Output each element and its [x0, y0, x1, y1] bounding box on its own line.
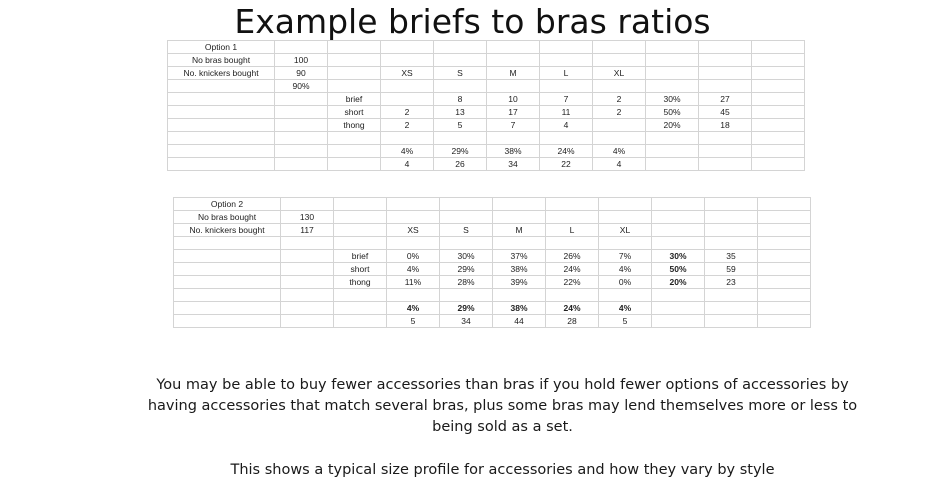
table-cell	[168, 158, 275, 171]
table-cell: 130	[281, 211, 334, 224]
table-cell: 44	[493, 315, 546, 328]
table-cell	[493, 289, 546, 302]
table-cell	[593, 119, 646, 132]
table-cell: brief	[334, 250, 387, 263]
table-cell: 59	[705, 263, 758, 276]
table-cell	[174, 276, 281, 289]
table-cell: 24%	[546, 263, 599, 276]
table-row	[174, 250, 811, 263]
summary-paragraph: This shows a typical size profile for accessories and how they vary by style	[230, 462, 775, 478]
table-row	[174, 263, 811, 276]
table-cell	[174, 263, 281, 276]
table-cell	[652, 302, 705, 315]
table-cell: short	[334, 263, 387, 276]
table-cell	[387, 211, 440, 224]
table-cell: No bras bought	[174, 211, 281, 224]
table-cell: 4%	[387, 263, 440, 276]
table-cell	[328, 67, 381, 80]
table-cell	[752, 80, 805, 93]
table-cell	[281, 302, 334, 315]
table-cell: 28%	[440, 276, 493, 289]
table-cell	[699, 132, 752, 145]
option2-table	[173, 197, 811, 328]
table-cell: 29%	[440, 263, 493, 276]
table-cell: 8	[434, 93, 487, 106]
table-cell	[328, 80, 381, 93]
table-cell	[699, 80, 752, 93]
table-row	[168, 145, 805, 158]
table-cell: 4%	[381, 145, 434, 158]
table-cell	[705, 211, 758, 224]
table-cell	[387, 198, 440, 211]
table-cell	[328, 41, 381, 54]
table-cell: 2	[381, 119, 434, 132]
table-cell: 22	[540, 158, 593, 171]
table-cell: 117	[281, 224, 334, 237]
table-cell: XS	[381, 67, 434, 80]
table-cell: 20%	[652, 276, 705, 289]
table-cell	[646, 67, 699, 80]
table-cell	[752, 132, 805, 145]
table-cell: 7%	[599, 250, 652, 263]
table-cell	[440, 289, 493, 302]
table-cell: 30%	[440, 250, 493, 263]
table-cell: 17	[487, 106, 540, 119]
table-cell: 45	[699, 106, 752, 119]
table-cell	[752, 106, 805, 119]
table-cell: 0%	[599, 276, 652, 289]
table-row	[174, 198, 811, 211]
table-cell	[387, 289, 440, 302]
table-cell	[540, 54, 593, 67]
table-cell: 26	[434, 158, 487, 171]
table-cell	[758, 302, 811, 315]
table-cell	[334, 211, 387, 224]
table-cell: No. knickers bought	[174, 224, 281, 237]
table-cell: 5	[434, 119, 487, 132]
table-cell	[593, 80, 646, 93]
table-cell	[752, 145, 805, 158]
table-cell	[440, 237, 493, 250]
table-cell	[758, 250, 811, 263]
table-cell	[646, 80, 699, 93]
table-cell: 18	[699, 119, 752, 132]
table-cell	[646, 145, 699, 158]
table-cell	[599, 289, 652, 302]
table-cell: 90	[275, 67, 328, 80]
table-cell: 38%	[487, 145, 540, 158]
table-cell	[434, 80, 487, 93]
table-cell: S	[440, 224, 493, 237]
table-cell: 29%	[434, 145, 487, 158]
table-cell: M	[487, 67, 540, 80]
table-cell: 5	[599, 315, 652, 328]
table-cell: 100	[275, 54, 328, 67]
table-cell	[281, 289, 334, 302]
table-cell	[599, 198, 652, 211]
table-cell	[493, 211, 546, 224]
table-cell	[275, 41, 328, 54]
table-cell	[275, 158, 328, 171]
table-cell	[334, 302, 387, 315]
table-cell	[646, 158, 699, 171]
table-cell: 26%	[546, 250, 599, 263]
table-cell: 4%	[387, 302, 440, 315]
table-cell	[652, 315, 705, 328]
table-cell	[652, 198, 705, 211]
table-cell	[281, 237, 334, 250]
table-row	[174, 302, 811, 315]
table-cell	[174, 302, 281, 315]
table-cell	[281, 250, 334, 263]
table-row	[174, 289, 811, 302]
table-row	[174, 224, 811, 237]
table-cell	[699, 67, 752, 80]
table-cell	[334, 315, 387, 328]
table-cell: 4	[540, 119, 593, 132]
table-cell: Option 2	[174, 198, 281, 211]
table-cell	[758, 198, 811, 211]
table-row	[174, 211, 811, 224]
table-cell: XL	[599, 224, 652, 237]
table-cell: 4%	[599, 263, 652, 276]
table-cell: 24%	[540, 145, 593, 158]
table-cell: 38%	[493, 302, 546, 315]
table-cell	[168, 106, 275, 119]
table-cell	[381, 41, 434, 54]
table-cell	[334, 289, 387, 302]
table-cell	[752, 119, 805, 132]
table-cell	[752, 67, 805, 80]
table-cell	[652, 224, 705, 237]
table-cell: 11%	[387, 276, 440, 289]
table-cell	[758, 263, 811, 276]
table-cell	[434, 132, 487, 145]
table-cell	[493, 237, 546, 250]
table-cell: XL	[593, 67, 646, 80]
table-cell	[540, 132, 593, 145]
table-cell	[593, 132, 646, 145]
option1-table	[167, 40, 805, 171]
table-cell: 2	[381, 106, 434, 119]
table-row	[168, 106, 805, 119]
table-cell: 24%	[546, 302, 599, 315]
table-cell: S	[434, 67, 487, 80]
table-cell	[546, 198, 599, 211]
table-cell	[540, 41, 593, 54]
table-cell: 23	[705, 276, 758, 289]
table-cell	[174, 250, 281, 263]
table-cell	[758, 211, 811, 224]
table-row	[168, 41, 805, 54]
table-cell: 22%	[546, 276, 599, 289]
table-cell	[381, 132, 434, 145]
table-cell: 50%	[646, 106, 699, 119]
table-row	[168, 67, 805, 80]
table-cell	[328, 145, 381, 158]
table-cell	[174, 237, 281, 250]
table-cell	[699, 158, 752, 171]
table-cell	[546, 237, 599, 250]
table-row	[174, 276, 811, 289]
table-cell	[487, 41, 540, 54]
table-cell	[752, 93, 805, 106]
table-cell: 28	[546, 315, 599, 328]
table-cell	[275, 132, 328, 145]
table-cell: thong	[328, 119, 381, 132]
table-cell	[487, 132, 540, 145]
table-cell: 38%	[493, 263, 546, 276]
table-cell	[705, 198, 758, 211]
table-cell	[440, 198, 493, 211]
table-cell	[168, 145, 275, 158]
table-cell	[493, 198, 546, 211]
table-cell: 11	[540, 106, 593, 119]
table-cell: No bras bought	[168, 54, 275, 67]
table-cell: 2	[593, 106, 646, 119]
table-cell	[381, 93, 434, 106]
table-cell	[328, 158, 381, 171]
table-row	[168, 132, 805, 145]
table-row	[168, 93, 805, 106]
page-title: Example briefs to bras ratios	[234, 2, 711, 41]
table-cell	[174, 289, 281, 302]
table-cell: brief	[328, 93, 381, 106]
table-cell	[599, 211, 652, 224]
table-cell	[646, 54, 699, 67]
table-cell	[387, 237, 440, 250]
table-cell	[168, 119, 275, 132]
table-cell: 29%	[440, 302, 493, 315]
table-cell: 4%	[593, 145, 646, 158]
table-row	[174, 315, 811, 328]
table-cell: 27	[699, 93, 752, 106]
table-cell: 4%	[599, 302, 652, 315]
table-cell: 13	[434, 106, 487, 119]
table-cell	[758, 237, 811, 250]
table-cell	[281, 198, 334, 211]
table-cell	[758, 276, 811, 289]
table-cell	[328, 54, 381, 67]
table-cell: 30%	[646, 93, 699, 106]
table-cell	[381, 80, 434, 93]
table-cell	[334, 237, 387, 250]
table-cell: Option 1	[168, 41, 275, 54]
table-cell	[434, 54, 487, 67]
table-cell: 7	[487, 119, 540, 132]
table-cell	[758, 224, 811, 237]
table-cell	[275, 145, 328, 158]
table-cell	[646, 132, 699, 145]
table-cell	[275, 119, 328, 132]
explanation-paragraph: You may be able to buy fewer accessories than bras if you hold fewer options of accessories by having accessories that match several bras, plus some bras may lend themselves more or less to being sold as a set.	[147, 377, 858, 435]
table-cell	[334, 198, 387, 211]
table-cell	[281, 315, 334, 328]
table-cell	[752, 54, 805, 67]
table-cell	[699, 54, 752, 67]
table-cell	[540, 80, 593, 93]
table-cell: M	[493, 224, 546, 237]
table-row	[168, 54, 805, 67]
table-cell: 20%	[646, 119, 699, 132]
table-cell: 10	[487, 93, 540, 106]
table-cell	[281, 276, 334, 289]
table-cell	[699, 41, 752, 54]
table-cell	[705, 302, 758, 315]
table-cell	[599, 237, 652, 250]
table-cell: 2	[593, 93, 646, 106]
table-cell	[705, 315, 758, 328]
table-cell: No. knickers bought	[168, 67, 275, 80]
table-cell: 50%	[652, 263, 705, 276]
table-cell: L	[546, 224, 599, 237]
table-cell	[440, 211, 493, 224]
table-cell: 39%	[493, 276, 546, 289]
table-cell	[487, 54, 540, 67]
table-cell	[487, 80, 540, 93]
table-cell	[646, 41, 699, 54]
table-cell: 34	[487, 158, 540, 171]
table-row	[168, 119, 805, 132]
table-cell: 4	[381, 158, 434, 171]
table-cell	[752, 158, 805, 171]
table-cell	[705, 224, 758, 237]
table-cell: 30%	[652, 250, 705, 263]
table-cell: XS	[387, 224, 440, 237]
table-cell: L	[540, 67, 593, 80]
table-cell: 7	[540, 93, 593, 106]
table-cell	[381, 54, 434, 67]
table-cell	[758, 315, 811, 328]
table-cell: 37%	[493, 250, 546, 263]
table-cell	[593, 41, 646, 54]
table-cell	[593, 54, 646, 67]
table-cell	[652, 211, 705, 224]
table-cell	[705, 289, 758, 302]
table-cell	[546, 289, 599, 302]
table-cell	[546, 211, 599, 224]
table-row	[174, 237, 811, 250]
table-cell	[699, 145, 752, 158]
table-cell: 0%	[387, 250, 440, 263]
table-cell	[281, 263, 334, 276]
table-cell	[328, 132, 381, 145]
table-cell	[652, 289, 705, 302]
table-cell: 5	[387, 315, 440, 328]
table-cell	[434, 41, 487, 54]
table-cell	[174, 315, 281, 328]
table-cell	[752, 41, 805, 54]
table-cell	[334, 224, 387, 237]
table-row	[168, 80, 805, 93]
table-cell: 4	[593, 158, 646, 171]
table-cell	[758, 289, 811, 302]
table-cell	[168, 80, 275, 93]
table-cell	[168, 93, 275, 106]
table-cell	[275, 93, 328, 106]
table-cell	[652, 237, 705, 250]
table-cell: 34	[440, 315, 493, 328]
table-cell	[705, 237, 758, 250]
table-cell	[275, 106, 328, 119]
table-cell: 90%	[275, 80, 328, 93]
table-row	[168, 158, 805, 171]
table-cell: thong	[334, 276, 387, 289]
table-cell: 35	[705, 250, 758, 263]
table-cell	[168, 132, 275, 145]
table-cell: short	[328, 106, 381, 119]
